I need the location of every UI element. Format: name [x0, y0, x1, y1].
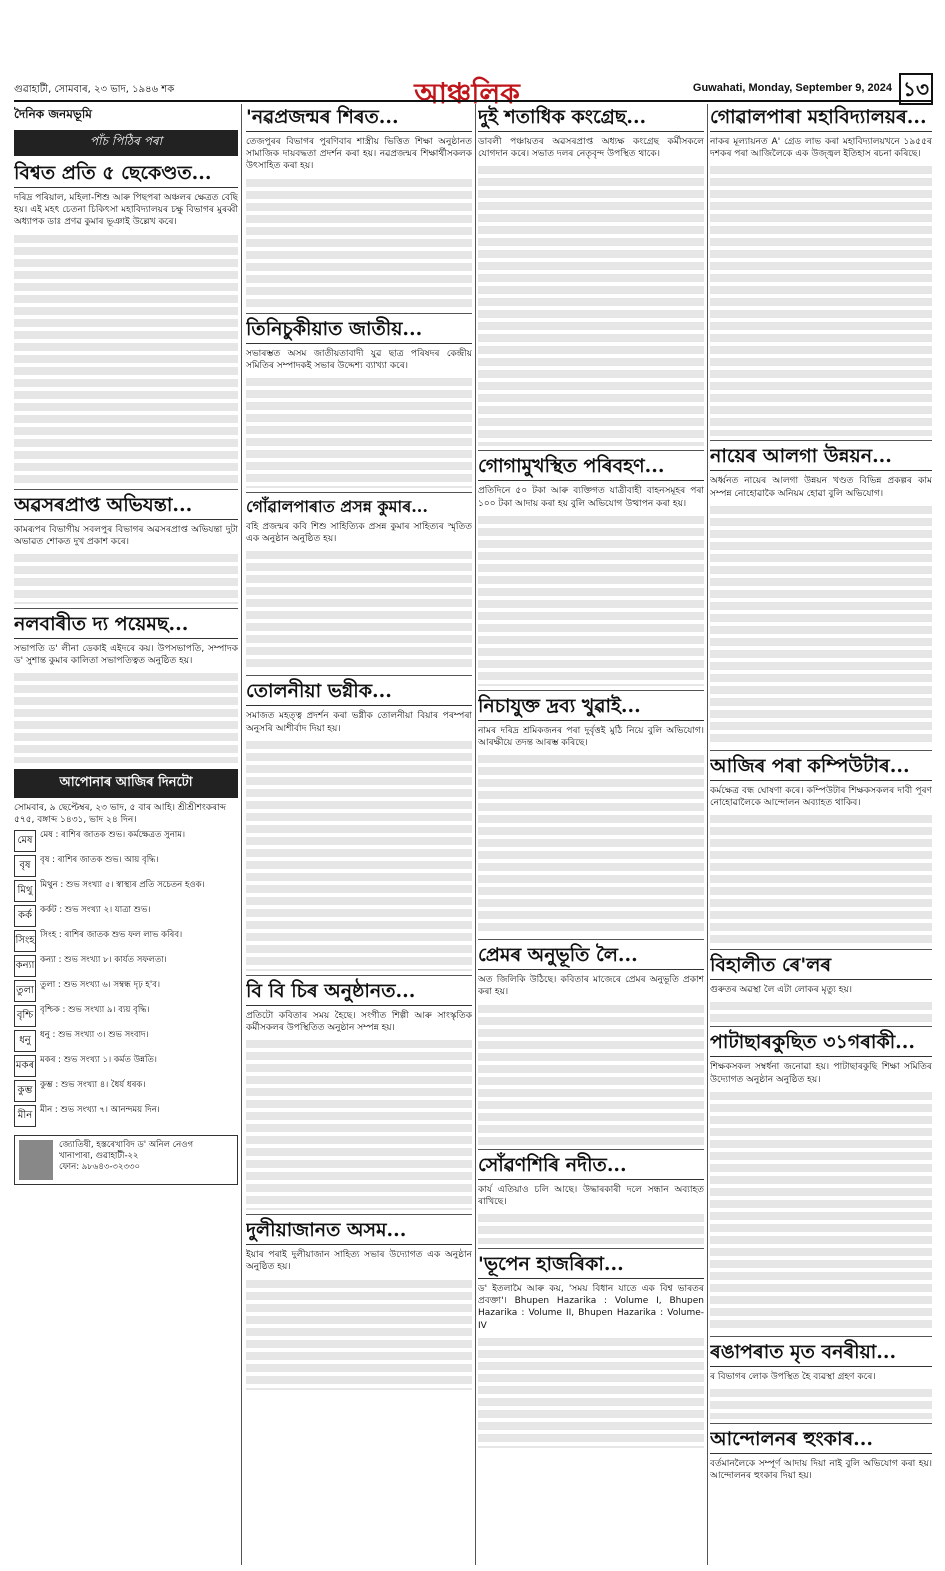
page-number: ১৩ — [899, 73, 933, 105]
headline: তিনিচুকীয়াত জাতীয়... — [246, 318, 472, 344]
astrologer-photo — [19, 1140, 53, 1180]
horoscope-text: সিংহ : ৰাশিৰ জাতক শুভ ফল লাভ কৰিব। — [40, 930, 183, 941]
article-body: সভাপতি ড' লীনা ডেকাই এইদৰে কয়। উপসভাপতি, সম্পাদক ড' সুশান্ত কুমাৰ কালিতা সভাপতিত্বত অনুষ্ঠিত হয়। — [14, 644, 238, 667]
horoscope-text: কৰ্কট : শুভ সংখ্যা ২। যাত্ৰা শুভ। — [40, 905, 151, 916]
article-body: বহি প্ৰজন্মৰ কবি শিশু সাহিত্যিক প্ৰসন্ন কুমাৰ সাহিত্যৰ স্মৃতিত এক অনুষ্ঠান অনুষ্ঠিত হয়। — [246, 522, 472, 545]
horoscope-list — [14, 830, 238, 1127]
article-body: অৰ্ধ্বনত নায়েৰ আলগা উন্নয়ন খণ্ডত বিভিন্ন প্ৰকল্পৰ কাম সম্পন্ন নোহোৱাকৈ অনিয়ম হোৱা বুলি অভিযোগ। — [710, 476, 932, 499]
article-body: নামৰ দৰিদ্ৰ শ্ৰমিকজনৰ পৰা দুৰ্বৃত্তই মুঠি নিয়ে বুলি অভিযোগ। আৰক্ষীয়ে তদন্ত আৰম্ভ কৰিছে। — [478, 725, 704, 749]
article-text-block — [246, 378, 472, 488]
zodiac-icon: বৃশ্চি — [14, 1005, 36, 1027]
horoscope-sign — [14, 1105, 238, 1127]
article-text-block — [478, 166, 704, 446]
horoscope-text: কন্যা : শুভ সংখ্যা ৮। কাৰ্যত সফলতা। — [40, 955, 167, 966]
headline: বিহালীত ৰে'লৰ — [710, 954, 932, 980]
article-text-block — [710, 1389, 932, 1419]
section-kicker: পাঁচ পিঠিৰ পৰা — [14, 130, 238, 156]
article-body: অত জিলিকি উঠিছে। কবিতাৰ মাজেৰে প্ৰেমৰ অনুভূতি প্ৰকাশ কৰা হয়। — [478, 975, 704, 998]
horoscope-sign — [14, 955, 238, 977]
astrologer-phone: ফোন: ৯৮৬৪৩-৩২৩৩০ — [59, 1162, 141, 1173]
article-body: তেজপুৰৰ বিভাগৰ পুৰণিবাৰ শাস্ত্ৰীয় ভিত্তিত শিক্ষা অনুষ্ঠানত সামাজিক দায়বদ্ধতা প্ৰদৰ্শন কৰা হয়। নৱপ্ৰজন্মৰ শিক্ষাৰ্থীসকলক উৎসাহিত কৰা হয়। — [246, 137, 472, 172]
horoscope-sign — [14, 980, 238, 1002]
horoscope-text: মেষ : ৰাশিৰ জাতক শুভ। কৰ্মক্ষেত্ৰত সুনাম। — [40, 830, 186, 841]
article-body: কামৰূপৰ বিভাগীয় সবলপুৰ বিভাগৰ অৱসৰপ্ৰাপ্ত অভিযন্তা দুটা অভাৱত শোকত দুখ প্ৰকাশ কৰে। — [14, 524, 238, 547]
article-body: ড' ইতলামৈ আৰু কয়, 'সময় বিধান যাতে এক বিশ্ব ভাৰতৰ প্ৰবক্তা'। Bhupen Hazarika : Volume I, Bhupen Hazarika : Volume II, Bhupen Hazarika : Volume-IV — [478, 1284, 704, 1331]
article-body: নাকৰ মূল্যায়নত A' গ্ৰেড লাভ কৰা মহাবিদ্যালয়খনে ১৯৫৫ৰ দশকৰ পৰা আজিলৈকে এক উজ্জ্বল ইতিহাস ৰচনা কৰিছে। — [710, 137, 932, 160]
zodiac-icon: মীন — [14, 1105, 36, 1127]
zodiac-icon: বৃষ — [14, 855, 36, 877]
horoscope-text: মিথুন : শুভ সংখ্যা ৫। স্বাস্থ্যৰ প্ৰতি সচেতন হওক। — [40, 880, 205, 891]
column-divider — [241, 104, 242, 1565]
horoscope-text: তুলা : শুভ সংখ্যা ৬। সম্বন্ধ দৃঢ় হ'ব। — [40, 980, 160, 991]
article-text-block — [710, 815, 932, 945]
column-1 — [14, 104, 238, 1565]
horoscope-text: মীন : শুভ সংখ্যা ৭। আনন্দময় দিন। — [40, 1105, 160, 1116]
headline: পাটাছাৰকুছিত ৩১গৰাকী... — [710, 1031, 932, 1057]
horoscope-sign — [14, 855, 238, 877]
masthead-logo: আঞ্চলিক — [414, 77, 520, 110]
article-text-block — [710, 506, 932, 746]
headline: গোগামুখস্থিত পৰিবহণ... — [478, 455, 704, 481]
headline: বিশ্বত প্ৰতি ৫ ছেকেণ্ডত... — [14, 162, 238, 188]
article-body: প্ৰতিটো কবিতাৰ সময় হৈছে। সংগীত শিল্পী আৰু সাংস্কৃতিক কৰ্মীসকলৰ উপস্থিতিত অনুষ্ঠান সম্পন্ন হয়। — [246, 1010, 472, 1034]
astrologer-address: খানাপাৰা, গুৱাহাটী-২২ — [59, 1151, 139, 1162]
headline: 'ভূপেন হাজৰিকা... — [478, 1253, 704, 1279]
article-body: দৰিদ্ৰ পৰিয়াল, মহিলা-শিশু আৰু পিছপৰা অঞ্চলৰ ক্ষেত্ৰত বেছি হয়। এই মহৎ চেতনা চিকিৎসা মহাবিদ্যালয়ৰ চক্ষু বিভাগৰ মুৰব্বী অধ্যাপক ডাঃ প্ৰণৱ কুমাৰ ভূঞাই উল্লেখ কৰে। — [14, 193, 238, 228]
date-left: গুৱাহাটী, সোমবাৰ, ২৩ ভাদ, ১৯৪৬ শক — [14, 84, 175, 95]
headline: নিচাযুক্ত দ্ৰব্য খুৱাই... — [478, 695, 704, 721]
zodiac-icon: তুলা — [14, 980, 36, 1002]
headline: আন্দোলনৰ হুংকাৰ... — [710, 1428, 932, 1454]
horoscope-text: বৃশ্চিক : শুভ সংখ্যা ৯। ব্যয় বৃদ্ধি। — [40, 1005, 150, 1016]
article-text-block — [246, 179, 472, 309]
horoscope-sign — [14, 1005, 238, 1027]
horoscope-sign — [14, 830, 238, 852]
article-text-block — [478, 1005, 704, 1145]
article-text-block — [710, 1002, 932, 1022]
article-body: ডাবলী পঞ্চায়তৰ অৱসৰপ্ৰাপ্ত অধ্যক্ষ কংগ্ৰেছ কৰ্মীসকলে যোগদান কৰে। সভাত দলৰ নেতৃবৃন্দ উপস্থিত থাকে। — [478, 137, 704, 160]
article-body: ৰ বিভাগৰ লোক উপস্থিত হৈ ব্যৱস্থা গ্ৰহণ কৰে। — [710, 1371, 876, 1382]
article-text-block — [14, 235, 238, 485]
astrologer-box — [14, 1135, 238, 1185]
article-text-block — [246, 551, 472, 671]
article-text-block — [246, 1280, 472, 1390]
horoscope-sign — [14, 905, 238, 927]
horoscope-text: মকৰ : শুভ সংখ্যা ১। কৰ্মত উন্নতি। — [40, 1055, 157, 1066]
article-text-block — [478, 516, 704, 686]
headline: গোঁৱালপাৰাত প্ৰসন্ন কুমাৰ... — [246, 497, 428, 517]
zodiac-icon: মেষ — [14, 830, 36, 852]
headline: বি বি চিৰ অনুষ্ঠানত... — [246, 980, 472, 1006]
headline: গোৱালপাৰা মহাবিদ্যালয়ৰ... — [710, 106, 932, 132]
article-text-block — [710, 1092, 932, 1332]
article-text-block — [478, 755, 704, 935]
column-3 — [478, 104, 704, 1565]
horoscope-sign — [14, 930, 238, 952]
article-text-block — [478, 1338, 704, 1448]
astrologer-name: জ্যোতিষী, হস্তৰেখাবিদ ড' অনিল নেওগ — [59, 1140, 194, 1151]
column-2 — [246, 104, 472, 1565]
horoscope-sign — [14, 880, 238, 902]
column-4 — [710, 104, 932, 1565]
article-text-block — [14, 673, 238, 763]
headline: 'নৱপ্ৰজন্মৰ শিৰত... — [246, 106, 472, 132]
headline: আজিৰ পৰা কম্পিউটাৰ... — [710, 755, 932, 781]
zodiac-icon: কৰ্ক — [14, 905, 36, 927]
article-body: কাৰ্য এতিয়াও চলি আছে। উদ্ধাৰকাৰী দলে সন্ধান অব্যাহত ৰাখিছে। — [478, 1184, 704, 1207]
headline: নলবাৰীত দ্য পয়েমছ... — [14, 613, 238, 639]
column-divider — [707, 104, 708, 1565]
headline: নায়েৰ আলগা উন্নয়ন... — [710, 445, 932, 471]
horoscope-intro: সোমবাৰ, ৯ ছেপ্টেম্বৰ, ২৩ ভাদ, ৫ বাৰ আহি। শ্ৰীশ্ৰীশংকৰাব্দ ৫৭৫, বঙ্গাব্দ ১৪৩১, ভাদ ২৪ দিন। — [14, 803, 227, 826]
article-text-block — [246, 1040, 472, 1210]
zodiac-icon: সিংহ — [14, 930, 36, 952]
zodiac-icon: ধনু — [14, 1030, 36, 1052]
article-text-block — [478, 1214, 704, 1244]
article-text-block — [710, 166, 932, 436]
article-body: ইয়াৰ পৰাই দুলীয়াজান সাহিত্য সভাৰ উদ্যোগত এক অনুষ্ঠান অনুষ্ঠিত হয়। — [246, 1250, 472, 1273]
horoscope-text: কুম্ভ : শুভ সংখ্যা ৪। ধৈৰ্য ধৰক। — [40, 1080, 146, 1091]
column-divider — [475, 104, 476, 1565]
headline: তোলনীয়া ভগ্নীক... — [246, 680, 472, 706]
horoscope-text: বৃষ : ৰাশিৰ জাতক শুভ। আয় বৃদ্ধি। — [40, 855, 159, 866]
masthead-bar — [14, 80, 932, 102]
article-body: শিক্ষকসকল সম্বৰ্ধনা জনোৱা হয়। পাটাছাৰকুছি শিক্ষা সমিতিৰ উদ্যোগত অনুষ্ঠান অনুষ্ঠিত হয়। — [710, 1062, 932, 1085]
brand-label: দৈনিক জনমভূমি — [14, 107, 92, 121]
article-body: কৰ্মক্ষেত্ৰ বন্ধ ঘোষণা কৰে। কম্পিউটাৰ শিক্ষকসকলৰ দাবী পূৰণ নোহোৱালৈকে আন্দোলন অব্যাহত থাকিব। — [710, 785, 932, 809]
headline: সোঁৱণশিৰি নদীত... — [478, 1154, 704, 1180]
horoscope-text: ধনু : শুভ সংখ্যা ৩। শুভ সংবাদ। — [40, 1030, 149, 1041]
zodiac-icon: মকৰ — [14, 1055, 36, 1077]
horoscope-sign — [14, 1055, 238, 1077]
zodiac-icon: মিথু — [14, 880, 36, 902]
horoscope-header: আপোনাৰ আজিৰ দিনটো — [14, 769, 238, 798]
horoscope-sign — [14, 1080, 238, 1102]
article-body: গুৰুতৰ অৱস্থা লৈ এটা লোকৰ মৃত্যু হয়। — [710, 985, 853, 996]
article-body: সভাৰম্ভত অসম জাতীয়তাবাদী যুৱ ছাত্ৰ পৰিষদৰ কেন্দ্ৰীয় সমিতিৰ সম্পাদকই সভাৰ উদ্দেশ্য ব্যাখ্যা কৰে। — [246, 348, 472, 371]
article-text-block — [14, 554, 238, 604]
zodiac-icon: কন্যা — [14, 955, 36, 977]
headline: দুই শতাধিক কংগ্ৰেছ... — [478, 106, 704, 132]
horoscope-sign — [14, 1030, 238, 1052]
article-body: সমাজত মহত্ত্ব প্ৰদৰ্শন কৰা ভগ্নীক তোলনীয়া বিয়াৰ পৰম্পৰা অনুসৰি আশীৰ্বাদ দিয়া হয়। — [246, 711, 472, 734]
headline: প্ৰেমৰ অনুভূতি লৈ... — [478, 944, 704, 970]
zodiac-icon: কুম্ভ — [14, 1080, 36, 1102]
headline: অৱসৰপ্ৰাপ্ত অভিযন্তা... — [14, 494, 238, 520]
headline: ৰঙাপৰাত মৃত বনৰীয়া... — [710, 1341, 932, 1367]
date-right: Guwahati, Monday, September 9, 2024 — [692, 82, 892, 94]
article-text-block — [246, 741, 472, 971]
headline: দুলীয়াজানত অসম... — [246, 1219, 472, 1245]
article-body: প্ৰতিদিনে ৫০ টকা আৰু ব্যক্তিগত যাত্ৰীবাহী বাহনসমূহৰ পৰা ১০০ টকা আদায় কৰা হয় বুলি অভিযোগ উত্থাপন কৰা হয়। — [478, 486, 704, 509]
article-body: বৰ্তমানলৈকে সম্পূৰ্ণ আদায় দিয়া নাই বুলি অভিযোগ কৰা হয়। আন্দোলনৰ হুংকাৰ দিয়া হয়। — [710, 1459, 932, 1482]
